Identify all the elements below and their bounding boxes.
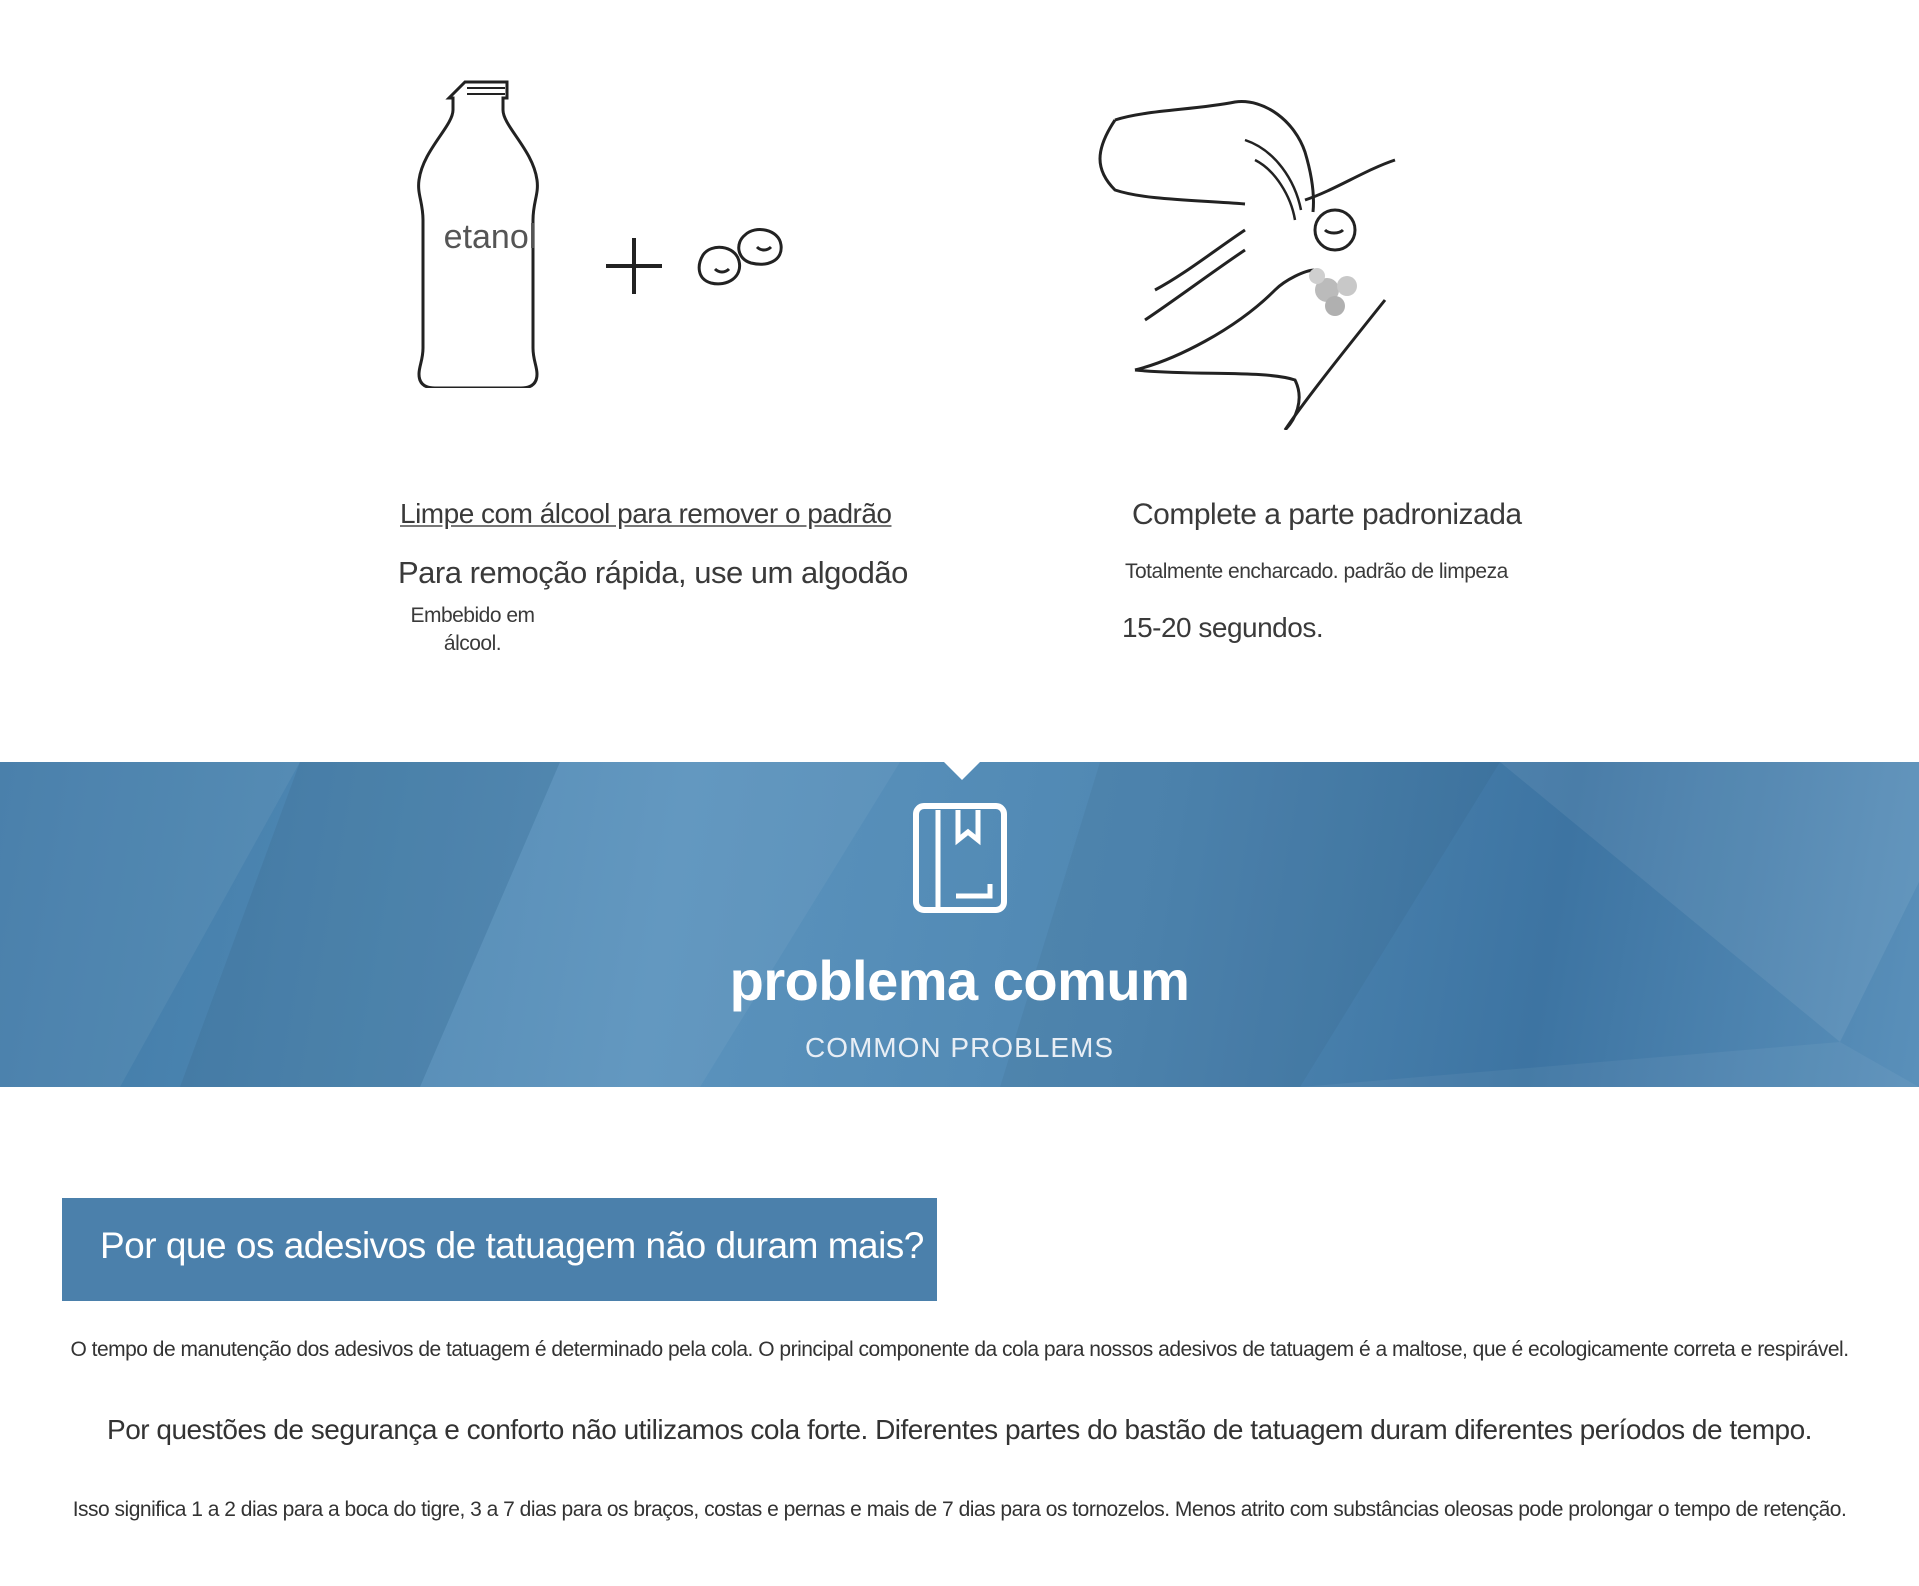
banner-notch <box>930 748 994 780</box>
step-1-description: Para remoção rápida, use um algodão <box>398 555 908 590</box>
step-2-duration: 15-20 segundos. <box>1122 612 1324 643</box>
faq-paragraph: O tempo de manutenção dos adesivos de tatuagem é determinado pela cola. O principal componente da cola para nossos adesivos de tatuagem é a maltose, que é ecologicamente correta e respirável. <box>70 1338 1849 1361</box>
cotton-pads-icon <box>695 225 790 295</box>
step-1-note: Embebido em álcool. <box>410 604 535 655</box>
faq-paragraph: Isso significa 1 a 2 dias para a boca do tigre, 3 a 7 dias para os braços, costas e pernas e mais de 7 dias para os tornozelos. Menos atrito com substâncias oleosas pode prolongar o tempo de retenção. <box>72 1498 1847 1521</box>
step-2-description: Totalmente encharcado. padrão de limpeza <box>1125 560 1508 583</box>
ethanol-label: etanol <box>443 218 537 256</box>
step-2-title: Complete a parte padronizada <box>1132 498 1522 531</box>
faq-paragraph: Por questões de segurança e conforto não utilizamos cola forte. Diferentes partes do bastão de tatuagem duram diferentes períodos de tempo. <box>107 1414 1812 1445</box>
step-1-title: Limpe com álcool para remover o padrão <box>400 498 892 529</box>
book-icon <box>912 802 1008 914</box>
faq-question-title: Por que os adesivos de tatuagem não duram mais? <box>100 1225 924 1266</box>
ethanol-bottle-illustration <box>415 78 565 388</box>
banner-title: problema comum <box>729 949 1190 1012</box>
plus-icon <box>600 232 668 300</box>
banner-subtitle: COMMON PROBLEMS <box>804 1032 1115 1063</box>
hand-wiping-illustration <box>1095 100 1435 430</box>
